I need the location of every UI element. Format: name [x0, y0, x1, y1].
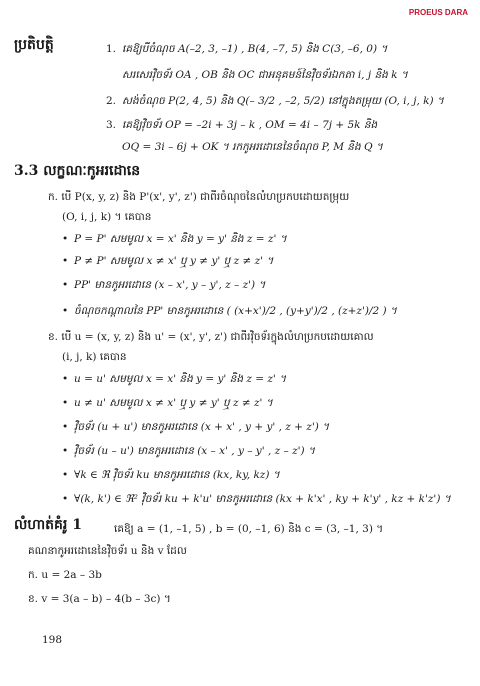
part-b-bullet-6: • ∀(k, k') ∈ ℜ² វ៉ិចទ័រ ku + k'u' មានកូអរដោនេ (kx + k'x' , ky + k'y' , kz + k'z') ។ — [62, 493, 451, 505]
part-b-bullet-3: • វ៉ិចទ័រ (u + u') មានកូអរដោនេ (x + x' , y + y' , z + z') ។ — [62, 421, 330, 433]
exercise-item-1: 1. គេឱ្យបីចំណុច A(–2, 3, –1) , B(4, –7, 5) និង C(3, –6, 0) ។ — [106, 43, 388, 55]
exercise-title: ប្រតិបត្តិ — [14, 37, 54, 53]
part-b-bullet-4: • វ៉ិចទ័រ (u – u') មានកូអរដោនេ (x – x' , y – y' , z – z') ។ — [62, 445, 315, 457]
example-part-a: ក. u = 2a – 3b — [28, 569, 102, 581]
exercise-item-3-cont: OQ = 3i – 6j + OK ។ រកកូអរដោនេនៃចំណុច P, M និង Q ។ — [122, 141, 383, 153]
bullet-icon: • — [62, 305, 69, 317]
part-b-intro-1: ខ. បើ u = (x, y, z) និង u' = (x', y', z') ជាពីរវ៉ិចទ័រក្នុងលំហប្រកបដោយគោល — [48, 331, 374, 343]
exercise-item-1-cont: សរសេរវ៉ិចទ័រ OA , OB និង OC ជាអនុគមន៍នៃវ៉ិចទ័រឯកតា i, j និង k ។ — [122, 69, 408, 81]
page-number: 198 — [42, 634, 63, 646]
part-b-bullet-2: • u ≠ u' សមមូល x ≠ x' ឬ y ≠ y' ឬ z ≠ z' ។ — [62, 397, 273, 409]
bullet-icon: • — [62, 445, 69, 457]
exercise-item-3: 3. គេឱ្យវ៉ិចទ័រ OP = –2i + 3j – k , OM = 4i – 7j + 5k និង — [106, 119, 378, 131]
part-a-bullet-1: • P = P' សមមូល x = x' និង y = y' និង z = z' ។ — [62, 233, 287, 245]
part-b-bullet-1: • u = u' សមមូល x = x' និង y = y' និង z = z' ។ — [62, 373, 287, 385]
bullet-icon: • — [62, 397, 69, 409]
part-a-intro-1: ក. បើ P(x, y, z) និង P'(x', y', z') ជាពីរចំណុចនៃលំហប្រកបដោយតម្រុយ — [48, 191, 350, 203]
part-b-intro-2: (i, j, k) គេបាន — [62, 351, 127, 363]
watermark: PROEUS DARA — [408, 8, 468, 17]
section-title: 3.3 លក្ខណៈកូអរដោនេ — [14, 163, 141, 179]
example-statement: គេឱ្យ a = (1, –1, 5) , b = (0, –1, 6) និង c = (3, –1, 3) ។ — [114, 523, 384, 535]
part-a-bullet-4: • ចំណុចកណ្តាលនៃ PP' មានកូអរដោនេ ( (x+x')/2 , (y+y')/2 , (z+z')/2 ) ។ — [62, 305, 397, 317]
bullet-icon: • — [62, 233, 69, 245]
bullet-icon: • — [62, 493, 69, 505]
example-part-b: ខ. v = 3(a – b) – 4(b – 3c) ។ — [28, 593, 171, 605]
part-a-intro-2: (O, i, j, k) ។ គេបាន — [62, 211, 152, 223]
example-title: លំហាត់គំរូ 1 — [14, 517, 82, 533]
part-a-bullet-3: • PP' មានកូអរដោនេ (x – x', y – y', z – z') ។ — [62, 279, 266, 291]
bullet-icon: • — [62, 279, 69, 291]
bullet-icon: • — [62, 255, 69, 267]
bullet-icon: • — [62, 421, 69, 433]
example-instruction: គណនាកូអរដោនេនៃវ៉ិចទ័រ u និង v ដែល — [28, 545, 187, 557]
exercise-item-2: 2. សង់ចំណុច P(2, 4, 5) និង Q(– 3/2 , –2, 5/2) នៅក្នុងតម្រុយ (O, i, j, k) ។ — [106, 95, 444, 107]
bullet-icon: • — [62, 373, 69, 385]
part-a-bullet-2: • P ≠ P' សមមូល x ≠ x' ឬ y ≠ y' ឬ z ≠ z' ។ — [62, 255, 274, 267]
bullet-icon: • — [62, 469, 69, 481]
part-b-bullet-5: • ∀k ∈ ℜ វ៉ិចទ័រ ku មានកូអរដោនេ (kx, ky, kz) ។ — [62, 469, 280, 481]
